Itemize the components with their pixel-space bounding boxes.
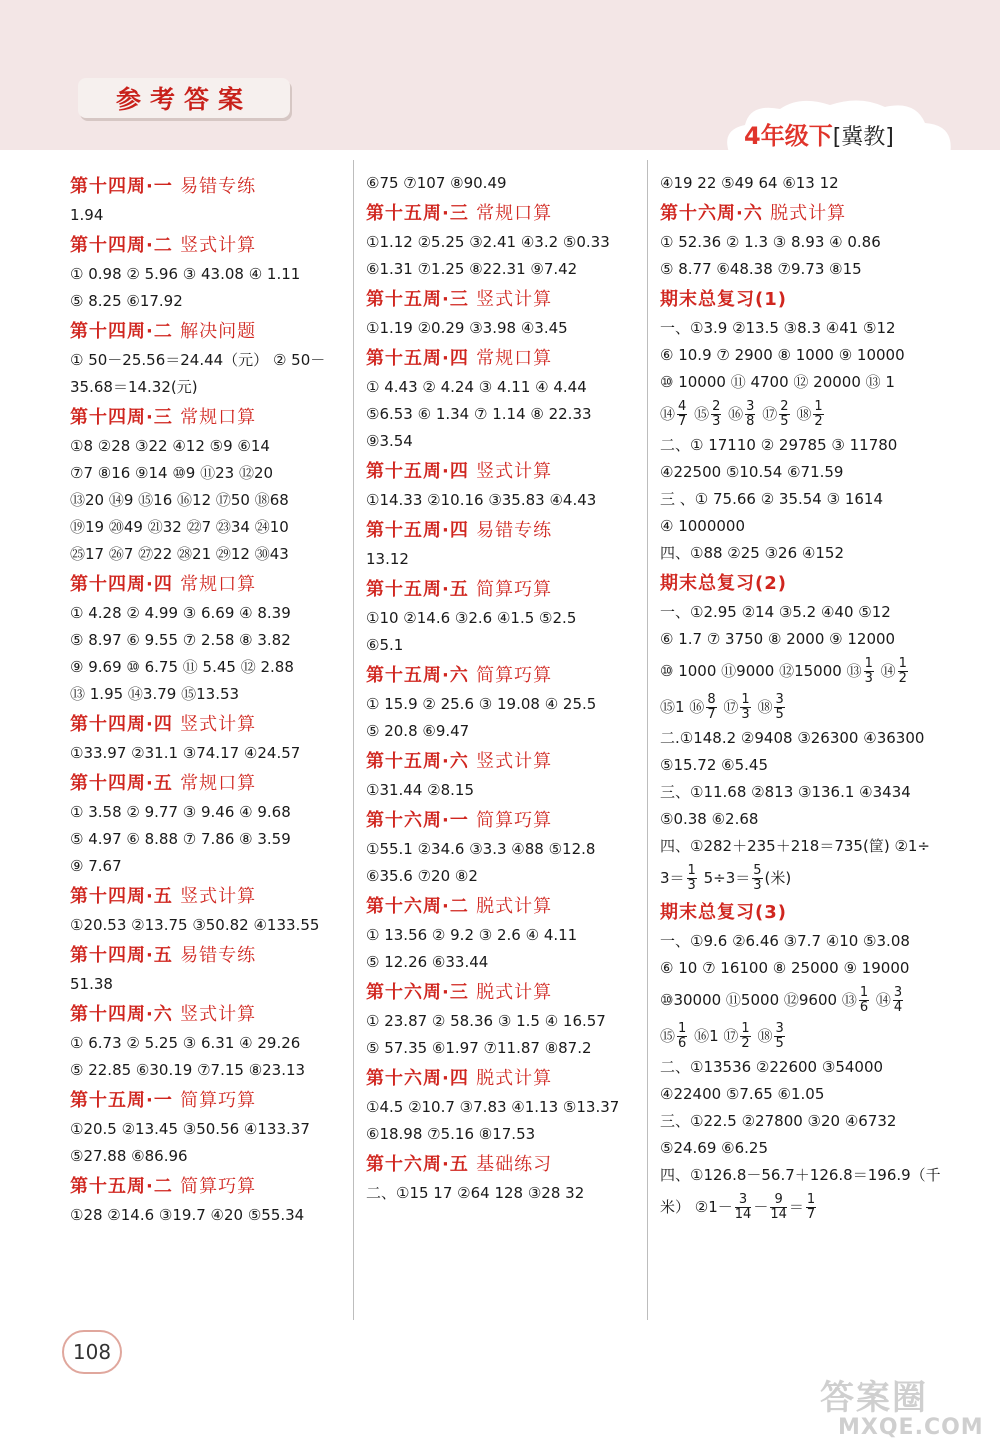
heading-topic: 竖式计算 bbox=[180, 714, 257, 735]
heading-week: 第十四周·四 bbox=[70, 714, 173, 735]
heading-topic: 易错专练 bbox=[180, 945, 257, 966]
answer-line: ① 15.9 ② 25.6 ③ 19.08 ④ 25.5 bbox=[366, 695, 597, 713]
section-heading bbox=[70, 403, 345, 433]
answer-line: 二.①148.2 ②9408 ③26300 ④36300 bbox=[660, 729, 925, 747]
heading-week: 第十四周·五 bbox=[70, 945, 173, 966]
fraction bbox=[687, 864, 697, 893]
answer-column-3 bbox=[660, 170, 941, 1225]
section-heading bbox=[366, 806, 636, 836]
numerator: 2 bbox=[780, 399, 789, 414]
heading-topic: 简算巧算 bbox=[476, 579, 553, 600]
answer-text: ⑩30000 ⑪5000 ⑫9600 ⑬ bbox=[660, 991, 857, 1009]
grade-text: 4年级下 bbox=[744, 122, 833, 150]
fraction bbox=[779, 400, 789, 429]
fraction bbox=[774, 1022, 784, 1051]
column-divider bbox=[353, 160, 354, 1320]
answer-line: ①14.33 ②10.16 ③35.83 ④4.43 bbox=[366, 491, 597, 509]
fraction bbox=[745, 400, 755, 429]
answer-line: ① 52.36 ② 1.3 ③ 8.93 ④ 0.86 bbox=[660, 233, 881, 251]
section-heading bbox=[70, 1000, 345, 1030]
answer-line: ⑤24.69 ⑥6.25 bbox=[660, 1139, 769, 1157]
answer-text: 5÷3＝ bbox=[698, 869, 751, 887]
answer-line: 二、①13536 ②22600 ③54000 bbox=[660, 1058, 884, 1076]
answer-line: ④22500 ⑤10.54 ⑥71.59 bbox=[660, 463, 844, 481]
answer-line: 一、①3.9 ②13.5 ③8.3 ④41 ⑤12 bbox=[660, 319, 896, 337]
answer-line: ㉕17 ㉖7 ㉗22 ㉘21 ㉙12 ㉚43 bbox=[70, 545, 289, 563]
denominator: 3 bbox=[741, 707, 750, 722]
heading-topic: 脱式计算 bbox=[476, 982, 553, 1003]
answer-text: ⑯ bbox=[728, 405, 744, 423]
section-heading bbox=[70, 570, 345, 600]
section-heading bbox=[366, 516, 636, 546]
answer-line: ①8 ②28 ③22 ④12 ⑤9 ⑥14 bbox=[70, 437, 270, 455]
numerator: 1 bbox=[741, 1021, 750, 1036]
denominator: 8 bbox=[746, 414, 755, 429]
numerator: 1 bbox=[864, 656, 873, 671]
answer-line: ①33.97 ②31.1 ③74.17 ④24.57 bbox=[70, 744, 301, 762]
denominator: 3 bbox=[753, 878, 762, 893]
fraction bbox=[893, 986, 903, 1015]
answer-line: ① 13.56 ② 9.2 ③ 2.6 ④ 4.11 bbox=[366, 926, 578, 944]
answer-text: ＝ bbox=[788, 1198, 804, 1216]
answer-line: 三、①11.68 ②813 ③136.1 ④3434 bbox=[660, 783, 911, 801]
answer-text: ⑩ 1000 ⑪9000 ⑫15000 ⑬ bbox=[660, 662, 862, 680]
answer-line: ⑬ 1.95 ⑭3.79 ⑮13.53 bbox=[70, 685, 240, 703]
denominator: 2 bbox=[741, 1036, 750, 1051]
answer-line: ⑨ 9.69 ⑩ 6.75 ⑪ 5.45 ⑫ 2.88 bbox=[70, 658, 294, 676]
answer-line: ① 4.43 ② 4.24 ③ 4.11 ④ 4.44 bbox=[366, 378, 587, 396]
answer-line: ⑤15.72 ⑥5.45 bbox=[660, 756, 769, 774]
numerator: 1 bbox=[898, 656, 907, 671]
section-heading: 期末总复习(2) bbox=[660, 573, 787, 594]
answer-line: 二、①15 17 ②64 128 ③28 32 bbox=[366, 1184, 585, 1202]
heading-week: 第十六周·三 bbox=[366, 982, 469, 1003]
answer-line: 一、①9.6 ②6.46 ③7.7 ④10 ⑤3.08 bbox=[660, 932, 910, 950]
answer-line: ⑲19 ⑳49 ㉑32 ㉒7 ㉓34 ㉔10 bbox=[70, 518, 289, 536]
answer-column-1 bbox=[70, 170, 345, 1229]
answer-line: ① 4.28 ② 4.99 ③ 6.69 ④ 8.39 bbox=[70, 604, 291, 622]
fraction bbox=[711, 400, 721, 429]
fraction-line bbox=[660, 653, 930, 689]
numerator: 8 bbox=[707, 692, 716, 707]
heading-topic: 竖式计算 bbox=[180, 235, 257, 256]
fraction bbox=[735, 1193, 752, 1222]
answer-line: 13.12 bbox=[366, 550, 409, 568]
section-heading: 期末总复习(3) bbox=[660, 902, 787, 923]
answer-line: 1.94 bbox=[70, 206, 104, 224]
answer-line: 二、① 17110 ② 29785 ③ 11780 bbox=[660, 436, 898, 454]
answer-line: ①1.12 ②5.25 ③2.41 ④3.2 ⑤0.33 bbox=[366, 233, 610, 251]
section-heading bbox=[366, 1150, 636, 1180]
fraction-line bbox=[660, 1018, 930, 1054]
numerator: 2 bbox=[712, 399, 721, 414]
heading-week: 第十六周·二 bbox=[366, 896, 469, 917]
numerator: 1 bbox=[741, 692, 750, 707]
numerator: 1 bbox=[678, 1021, 687, 1036]
heading-topic: 简算巧算 bbox=[476, 810, 553, 831]
answer-text: (米) bbox=[764, 869, 792, 887]
heading-week: 第十六周·五 bbox=[366, 1154, 469, 1175]
heading-topic: 易错专练 bbox=[476, 520, 553, 541]
heading-week: 第十五周·六 bbox=[366, 751, 469, 772]
heading-week: 第十六周·四 bbox=[366, 1068, 469, 1089]
denominator: 7 bbox=[707, 707, 716, 722]
heading-topic: 脱式计算 bbox=[476, 896, 553, 917]
heading-week: 第十五周·四 bbox=[366, 461, 469, 482]
heading-week: 第十四周·二 bbox=[70, 321, 173, 342]
heading-topic: 基础练习 bbox=[476, 1154, 553, 1175]
heading-week: 第十四周·三 bbox=[70, 407, 173, 428]
heading-week: 第十四周·六 bbox=[70, 1004, 173, 1025]
answer-text: － bbox=[753, 1198, 769, 1216]
section-heading bbox=[366, 285, 636, 315]
fraction bbox=[806, 1193, 816, 1222]
denominator: 14 bbox=[734, 1207, 752, 1222]
section-heading bbox=[70, 1086, 345, 1116]
answer-line: ⑨3.54 bbox=[366, 432, 413, 450]
fraction bbox=[859, 986, 869, 1015]
answer-text: ⑱ bbox=[757, 698, 773, 716]
heading-topic: 常规口算 bbox=[180, 407, 257, 428]
fraction bbox=[864, 657, 874, 686]
section-heading bbox=[366, 978, 636, 1008]
denominator: 7 bbox=[806, 1207, 816, 1222]
denominator: 3 bbox=[864, 671, 873, 686]
answer-line: 三 、① 75.66 ② 35.54 ③ 1614 bbox=[660, 490, 884, 508]
section-heading bbox=[366, 1064, 636, 1094]
heading-topic: 竖式计算 bbox=[180, 886, 257, 907]
fraction bbox=[706, 693, 716, 722]
heading-week: 第十六周·六 bbox=[660, 203, 763, 224]
answer-line: ①31.44 ②8.15 bbox=[366, 781, 475, 799]
section-heading bbox=[366, 575, 636, 605]
answer-text: ⑱ bbox=[796, 405, 812, 423]
fraction bbox=[752, 864, 762, 893]
answer-line: ①20.5 ②13.45 ③50.56 ④133.37 bbox=[70, 1120, 310, 1138]
numerator: 4 bbox=[678, 399, 687, 414]
denominator: 7 bbox=[678, 414, 687, 429]
denominator: 5 bbox=[775, 1036, 784, 1051]
heading-week: 第十四周·二 bbox=[70, 235, 173, 256]
heading-topic: 常规口算 bbox=[476, 203, 553, 224]
answer-line: ⑥ 10 ⑦ 16100 ⑧ 25000 ⑨ 19000 bbox=[660, 959, 910, 977]
fraction bbox=[740, 693, 750, 722]
answer-text: ⑯1 ⑰ bbox=[694, 1027, 739, 1045]
heading-topic: 常规口算 bbox=[476, 348, 553, 369]
heading-topic: 解决问题 bbox=[180, 321, 257, 342]
denominator: 4 bbox=[893, 1000, 903, 1015]
numerator: 5 bbox=[753, 863, 762, 878]
answer-line: ⑤ 22.85 ⑥30.19 ⑦7.15 ⑧23.13 bbox=[70, 1061, 306, 1079]
answer-text: ⑰ bbox=[723, 698, 739, 716]
answer-line: ①28 ②14.6 ③19.7 ④20 ⑤55.34 bbox=[70, 1206, 305, 1224]
numerator: 3 bbox=[893, 985, 903, 1000]
page-number: 108 bbox=[62, 1330, 122, 1374]
fraction bbox=[774, 693, 784, 722]
answer-line: ⑤0.38 ⑥2.68 bbox=[660, 810, 759, 828]
heading-week: 第十五周·三 bbox=[366, 203, 469, 224]
answer-line: ⑥18.98 ⑦5.16 ⑧17.53 bbox=[366, 1125, 536, 1143]
answer-line: ⑦7 ⑧16 ⑨14 ⑩9 ⑪23 ⑫20 bbox=[70, 464, 274, 482]
section-heading bbox=[366, 344, 636, 374]
denominator: 6 bbox=[678, 1036, 687, 1051]
heading-topic: 竖式计算 bbox=[476, 751, 553, 772]
heading-week: 第十五周·三 bbox=[366, 289, 469, 310]
answer-line: ⑤ 12.26 ⑥33.44 bbox=[366, 953, 489, 971]
answer-line: ⑥75 ⑦107 ⑧90.49 bbox=[366, 174, 507, 192]
answer-line: ④19 22 ⑤49 64 ⑥13 12 bbox=[660, 174, 839, 192]
fraction-line bbox=[660, 1189, 930, 1225]
heading-topic: 竖式计算 bbox=[476, 461, 553, 482]
answer-line: ⑥ 10.9 ⑦ 2900 ⑧ 1000 ⑨ 10000 bbox=[660, 346, 905, 364]
answer-text: ⑰ bbox=[762, 405, 778, 423]
heading-week: 第十五周·五 bbox=[366, 579, 469, 600]
answer-line: ① 6.73 ② 5.25 ③ 6.31 ④ 29.26 bbox=[70, 1034, 301, 1052]
answer-line: ④ 1000000 bbox=[660, 517, 746, 535]
section-heading bbox=[70, 1172, 345, 1202]
answer-text: ⑮ bbox=[660, 1027, 676, 1045]
answer-line: 四、①88 ②25 ③26 ④152 bbox=[660, 544, 844, 562]
fraction bbox=[677, 1022, 687, 1051]
answer-line: ⑥1.31 ⑦1.25 ⑧22.31 ⑨7.42 bbox=[366, 260, 578, 278]
heading-topic: 常规口算 bbox=[180, 574, 257, 595]
answer-text: ⑭ bbox=[660, 405, 676, 423]
numerator: 9 bbox=[770, 1193, 787, 1208]
answer-text: 3＝ bbox=[660, 869, 685, 887]
numerator: 3 bbox=[775, 1021, 784, 1036]
answer-line: ① 3.58 ② 9.77 ③ 9.46 ④ 9.68 bbox=[70, 803, 291, 821]
heading-week: 第十六周·一 bbox=[366, 810, 469, 831]
section-heading bbox=[366, 199, 636, 229]
heading-week: 第十五周·二 bbox=[70, 1176, 173, 1197]
answer-line: ① 23.87 ② 58.36 ③ 1.5 ④ 16.57 bbox=[366, 1012, 606, 1030]
denominator: 2 bbox=[814, 414, 823, 429]
heading-week: 第十五周·一 bbox=[70, 1090, 173, 1111]
section-heading bbox=[70, 941, 345, 971]
section-heading bbox=[70, 231, 345, 261]
column-divider bbox=[647, 160, 648, 1320]
heading-topic: 易错专练 bbox=[180, 176, 257, 197]
section-heading bbox=[366, 661, 636, 691]
answer-text: ⑭ bbox=[880, 662, 896, 680]
watermark-url: MXQE.COM bbox=[838, 1415, 984, 1440]
answer-line: 51.38 bbox=[70, 975, 113, 993]
fraction bbox=[898, 657, 908, 686]
fraction-line bbox=[660, 860, 930, 896]
answer-text: ⑱ bbox=[757, 1027, 773, 1045]
section-heading: 期末总复习(1) bbox=[660, 289, 787, 310]
section-heading bbox=[70, 710, 345, 740]
answer-line: ⑤ 20.8 ⑥9.47 bbox=[366, 722, 470, 740]
heading-week: 第十四周·五 bbox=[70, 773, 173, 794]
answer-text: 米） ②1－ bbox=[660, 1198, 733, 1216]
heading-topic: 简算巧算 bbox=[476, 665, 553, 686]
answer-line: ①4.5 ②10.7 ③7.83 ④1.13 ⑤13.37 bbox=[366, 1098, 620, 1116]
heading-topic: 脱式计算 bbox=[476, 1068, 553, 1089]
answer-text: ⑮1 ⑯ bbox=[660, 698, 705, 716]
answer-line: ⑥35.6 ⑦20 ⑧2 bbox=[366, 867, 478, 885]
answer-line: ⑤ 57.35 ⑥1.97 ⑦11.87 ⑧87.2 bbox=[366, 1039, 592, 1057]
heading-topic: 简算巧算 bbox=[180, 1090, 257, 1111]
heading-week: 第十五周·六 bbox=[366, 665, 469, 686]
denominator: 6 bbox=[859, 1000, 869, 1015]
numerator: 3 bbox=[746, 399, 755, 414]
fraction bbox=[740, 1022, 750, 1051]
answer-line: ⑩ 10000 ⑪ 4700 ⑫ 20000 ⑬ 1 bbox=[660, 373, 895, 391]
section-heading bbox=[70, 317, 345, 347]
section-heading bbox=[366, 747, 636, 777]
heading-topic: 简算巧算 bbox=[180, 1176, 257, 1197]
answer-line: ⑬20 ⑭9 ⑮16 ⑯12 ⑰50 ⑱68 bbox=[70, 491, 289, 509]
numerator: 1 bbox=[859, 985, 869, 1000]
answer-line: ⑤6.53 ⑥ 1.34 ⑦ 1.14 ⑧ 22.33 bbox=[366, 405, 592, 423]
heading-topic: 常规口算 bbox=[180, 773, 257, 794]
section-heading bbox=[366, 457, 636, 487]
answer-line: 一、①2.95 ②14 ③5.2 ④40 ⑤12 bbox=[660, 603, 891, 621]
numerator: 1 bbox=[814, 399, 823, 414]
answer-line: 35.68＝14.32(元) bbox=[70, 378, 198, 396]
answer-line: 四、①126.8－56.7＋126.8＝196.9（千 bbox=[660, 1166, 941, 1184]
answer-line: ①10 ②14.6 ③2.6 ④1.5 ⑤2.5 bbox=[366, 609, 577, 627]
fraction-line bbox=[660, 982, 930, 1018]
answer-line: ⑥5.1 bbox=[366, 636, 404, 654]
fraction bbox=[770, 1193, 787, 1222]
denominator: 3 bbox=[712, 414, 721, 429]
numerator: 3 bbox=[735, 1193, 752, 1208]
fraction-line bbox=[660, 689, 930, 725]
answer-line: ① 50－25.56＝24.44（元） ② 50－ bbox=[70, 351, 326, 369]
answer-column-2 bbox=[366, 170, 636, 1207]
answer-line: ④22400 ⑤7.65 ⑥1.05 bbox=[660, 1085, 825, 1103]
answer-text: ⑮ bbox=[694, 405, 710, 423]
answer-line: ①20.53 ②13.75 ③50.82 ④133.55 bbox=[70, 916, 320, 934]
edition-text: [冀教] bbox=[832, 125, 894, 150]
heading-week: 第十四周·五 bbox=[70, 886, 173, 907]
numerator: 1 bbox=[687, 863, 696, 878]
numerator: 3 bbox=[775, 692, 784, 707]
section-heading bbox=[70, 769, 345, 799]
numerator: 1 bbox=[806, 1192, 816, 1207]
denominator: 14 bbox=[770, 1207, 787, 1222]
fraction bbox=[677, 400, 687, 429]
heading-week: 第十五周·四 bbox=[366, 348, 469, 369]
fraction-line bbox=[660, 396, 930, 432]
section-heading bbox=[660, 199, 930, 229]
grade-label bbox=[744, 116, 894, 151]
heading-topic: 竖式计算 bbox=[476, 289, 553, 310]
answer-line: ⑤ 8.25 ⑥17.92 bbox=[70, 292, 183, 310]
watermark-logo: 答案圈 bbox=[820, 1378, 928, 1418]
answer-line: 四、①282＋235＋218＝735(筐) ②1÷ bbox=[660, 837, 931, 855]
denominator: 2 bbox=[898, 671, 907, 686]
heading-week: 第十四周·一 bbox=[70, 176, 173, 197]
heading-week: 第十四周·四 bbox=[70, 574, 173, 595]
heading-topic: 脱式计算 bbox=[770, 203, 847, 224]
answer-line: ⑤ 4.97 ⑥ 8.88 ⑦ 7.86 ⑧ 3.59 bbox=[70, 830, 291, 848]
section-heading bbox=[70, 172, 345, 202]
answer-line: ⑤27.88 ⑥86.96 bbox=[70, 1147, 188, 1165]
answer-line: ①55.1 ②34.6 ③3.3 ④88 ⑤12.8 bbox=[366, 840, 596, 858]
answer-line: ⑤ 8.97 ⑥ 9.55 ⑦ 2.58 ⑧ 3.82 bbox=[70, 631, 291, 649]
heading-week: 第十五周·四 bbox=[366, 520, 469, 541]
denominator: 3 bbox=[687, 878, 696, 893]
heading-topic: 竖式计算 bbox=[180, 1004, 257, 1025]
fraction bbox=[813, 400, 823, 429]
answer-key-title: 参考答案 bbox=[78, 78, 290, 118]
answer-line: ⑨ 7.67 bbox=[70, 857, 122, 875]
answer-line: ①1.19 ②0.29 ③3.98 ④3.45 bbox=[366, 319, 568, 337]
answer-line: ① 0.98 ② 5.96 ③ 43.08 ④ 1.11 bbox=[70, 265, 301, 283]
answer-line: 三、①22.5 ②27800 ③20 ④6732 bbox=[660, 1112, 897, 1130]
section-heading bbox=[70, 882, 345, 912]
answer-text: ⑭ bbox=[875, 991, 891, 1009]
section-heading bbox=[366, 892, 636, 922]
answer-line: ⑤ 8.77 ⑥48.38 ⑦9.73 ⑧15 bbox=[660, 260, 862, 278]
answer-line: ⑥ 1.7 ⑦ 3750 ⑧ 2000 ⑨ 12000 bbox=[660, 630, 896, 648]
denominator: 5 bbox=[780, 414, 789, 429]
denominator: 5 bbox=[775, 707, 784, 722]
